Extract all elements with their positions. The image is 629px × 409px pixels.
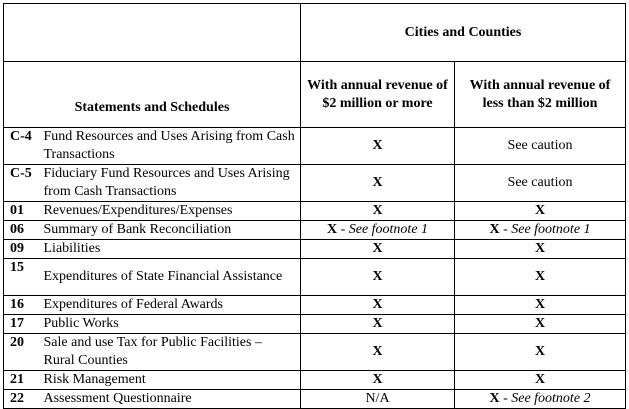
small-mark: X	[455, 296, 626, 315]
small-mark: X	[489, 391, 500, 406]
statement-name: Assessment Questionnaire	[42, 390, 301, 409]
small-mark-cell	[455, 221, 626, 240]
statement-name: Liabilities	[42, 240, 301, 259]
large-mark: X	[301, 165, 455, 202]
small-mark: X	[455, 259, 626, 296]
large-mark: X	[301, 259, 455, 296]
statement-name: Public Works	[42, 315, 301, 334]
statement-code: 17	[4, 315, 42, 334]
statement-code: 16	[4, 296, 42, 315]
statement-name: Expenditures of Federal Awards	[42, 296, 301, 315]
requirements-table	[3, 3, 626, 409]
footnote-ref: - See footnote 2	[499, 391, 591, 406]
table-row	[4, 390, 626, 409]
table-row	[4, 371, 626, 390]
table-row	[4, 334, 626, 371]
header-row-group	[4, 4, 626, 62]
small-mark: X	[455, 371, 626, 390]
statement-name: Fund Resources and Uses Arising from Cash Transactions	[42, 128, 301, 165]
statement-code: 15	[4, 259, 42, 296]
statement-code: 22	[4, 390, 42, 409]
statement-name: Revenues/Expenditures/Expenses	[42, 202, 301, 221]
table-row	[4, 296, 626, 315]
statement-code: 06	[4, 221, 42, 240]
footnote-ref: - See footnote 1	[337, 222, 429, 237]
footnote-ref: - See footnote 1	[499, 222, 591, 237]
small-mark-cell	[455, 390, 626, 409]
small-mark: X	[455, 315, 626, 334]
large-mark: X	[301, 334, 455, 371]
small-mark: X	[455, 202, 626, 221]
col-small-header: With annual revenue of less than $2 million	[455, 62, 626, 128]
group-title: Cities and Counties	[301, 4, 626, 62]
large-mark: X	[326, 222, 338, 237]
table-row	[4, 221, 626, 240]
large-mark: X	[301, 296, 455, 315]
statement-code: 01	[4, 202, 42, 221]
table-row	[4, 128, 626, 165]
large-mark: X	[301, 128, 455, 165]
statement-code: C-4	[4, 128, 42, 165]
header-row-columns	[4, 62, 626, 128]
small-mark: X	[455, 334, 626, 371]
large-mark: N/A	[301, 390, 455, 409]
statement-code: C-5	[4, 165, 42, 202]
small-mark: See caution	[455, 165, 626, 202]
col-large-header: With annual revenue of $2 million or more	[301, 62, 455, 128]
statement-name: Fiduciary Fund Resources and Uses Arising from Cash Transactions	[42, 165, 301, 202]
small-mark: X	[489, 222, 500, 237]
large-mark: X	[301, 240, 455, 259]
statement-code: 20	[4, 334, 42, 371]
statement-name: Sale and use Tax for Public Facilities – Rural Counties	[42, 334, 301, 371]
large-mark: X	[301, 371, 455, 390]
small-mark: See caution	[455, 128, 626, 165]
table-row	[4, 165, 626, 202]
statement-code: 21	[4, 371, 42, 390]
statement-name: Risk Management	[42, 371, 301, 390]
table-row	[4, 315, 626, 334]
table-row	[4, 202, 626, 221]
large-mark: X	[301, 202, 455, 221]
statements-label: Statements and Schedules	[4, 62, 301, 128]
statement-name: Summary of Bank Reconciliation	[42, 221, 301, 240]
table-row	[4, 259, 626, 296]
statement-name: Expenditures of State Financial Assistance	[42, 259, 301, 296]
statement-code: 09	[4, 240, 42, 259]
large-mark-cell	[301, 221, 455, 240]
table-row	[4, 240, 626, 259]
header-blank-cell	[4, 4, 301, 62]
small-mark: X	[455, 240, 626, 259]
large-mark: X	[301, 315, 455, 334]
